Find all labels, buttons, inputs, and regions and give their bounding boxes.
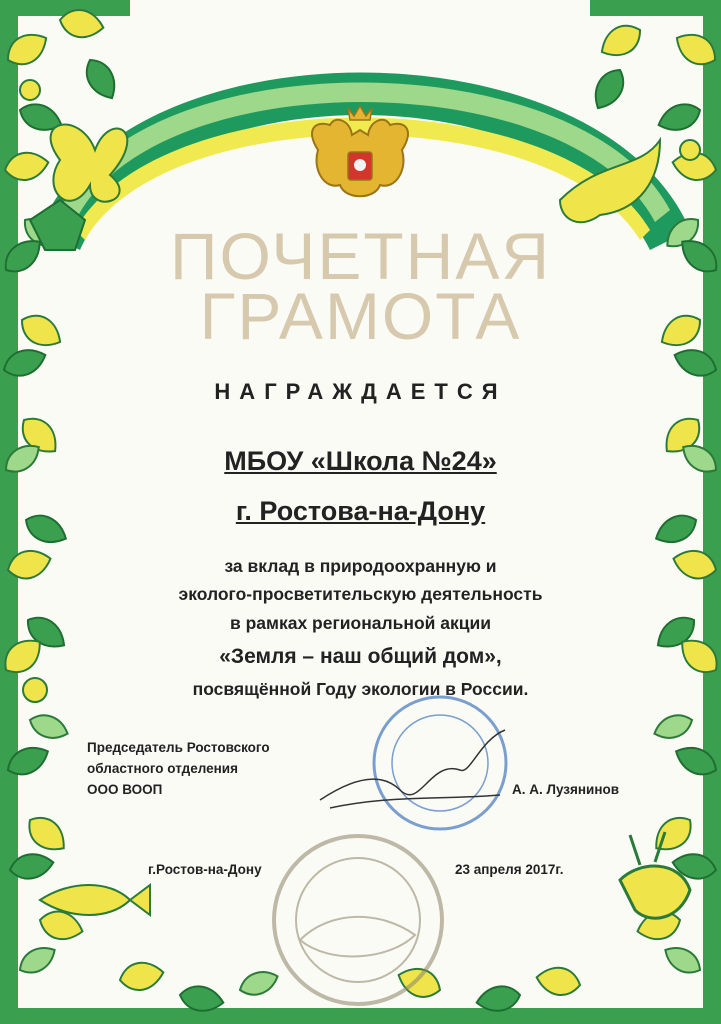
signer-name: А. А. Лузянинов — [512, 782, 620, 797]
reason-line: в рамках региональной акции — [229, 613, 492, 633]
society-emblem — [274, 836, 442, 1004]
chairman-title-line: областного отделения — [87, 761, 238, 776]
fish-bottom-left — [40, 885, 150, 915]
chairman-title-line: ООО ВООП — [87, 782, 163, 797]
blue-stamp — [374, 697, 506, 829]
certificate-title-line1: ПОЧЕТНАЯ — [170, 219, 551, 293]
certificate-title-line2: ГРАМОТА — [199, 279, 522, 353]
city: г.Ростов-на-Дону — [148, 862, 262, 877]
chairman-title-line: Председатель Ростовского — [87, 740, 270, 755]
date: 23 апреля 2017г. — [455, 862, 564, 877]
campaign-name: «Земля – наш общий дом», — [219, 645, 502, 668]
reason-line: эколого-просветительскую деятельность — [178, 584, 543, 604]
recipient-line2: г. Ростова-на-Дону — [235, 496, 486, 526]
reason-line: посвящённой Году экологии в России. — [192, 679, 529, 699]
recipient-line1: МБОУ «Школа №24» — [224, 446, 497, 476]
reason-line: за вклад в природоохранную и — [224, 556, 497, 576]
awarded-label: НАГРАЖДАЕТСЯ — [214, 379, 507, 404]
signature — [320, 730, 505, 808]
bottom-leaf-border — [0, 832, 721, 1024]
